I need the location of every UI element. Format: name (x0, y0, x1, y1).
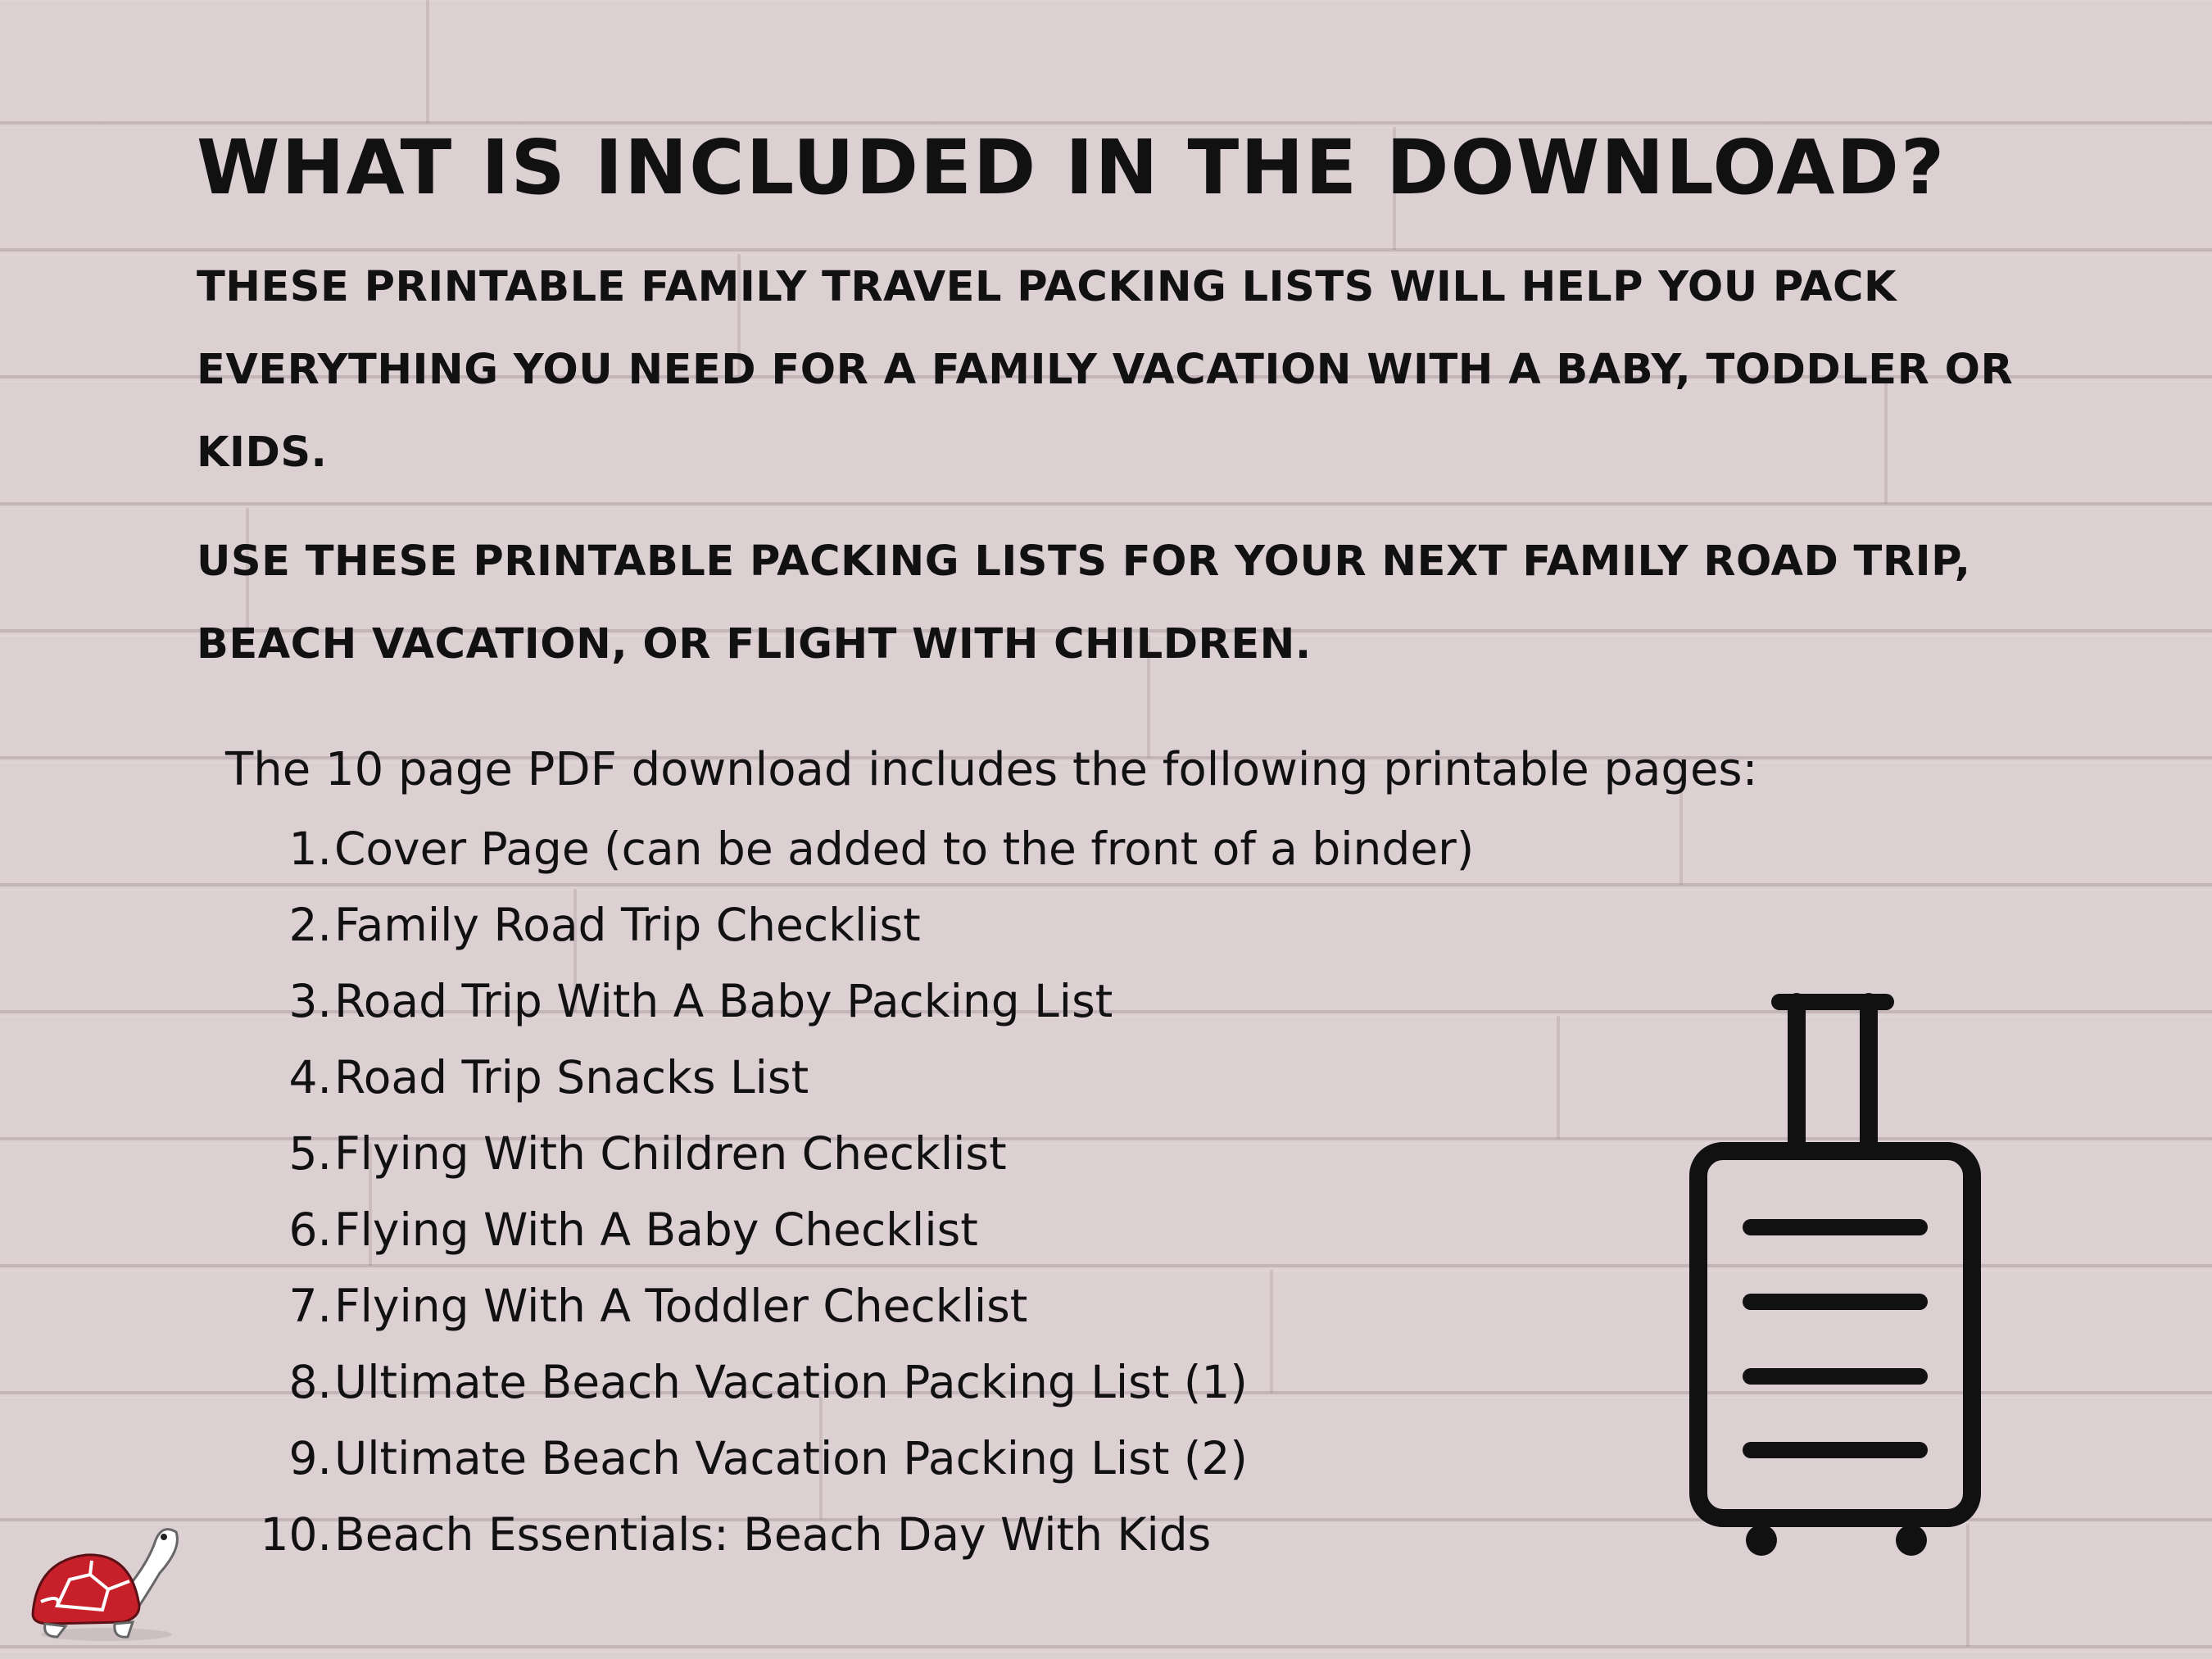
list-item-number: 5. (288, 1127, 332, 1180)
list-item-number: 6. (288, 1203, 332, 1256)
list-item (246, 1192, 1474, 1268)
list-item (246, 1421, 1474, 1497)
list-item-text: Flying With Children Checklist (334, 1127, 1007, 1180)
list-item (246, 1040, 1474, 1116)
list-item-number: 7. (288, 1280, 332, 1332)
list-item-text: Cover Page (can be added to the front of a binder) (334, 823, 1475, 875)
description-paragraph-1: THESE PRINTABLE FAMILY TRAVEL PACKING LISTS WILL HELP YOU PACK EVERYTHING YOU NEED FOR A FAMILY VACATION WITH A BABY, TODDLER OR KIDS. (197, 263, 2014, 477)
list-item-text: Flying With A Toddler Checklist (334, 1280, 1028, 1332)
plank-seam (426, 0, 429, 123)
list-item (246, 1116, 1474, 1192)
list-item (246, 1268, 1474, 1344)
list-intro: The 10 page PDF download includes the following printable pages: (225, 743, 1758, 796)
plank-seam (1557, 1016, 1560, 1139)
description-paragraph-2: USE THESE PRINTABLE PACKING LISTS FOR YOUR NEXT FAMILY ROAD TRIP, BEACH VACATION, OR FLIGHT WITH CHILDREN. (197, 537, 1971, 669)
list-item (246, 811, 1474, 887)
list-item-number: 9. (288, 1432, 332, 1484)
list-item-text: Beach Essentials: Beach Day With Kids (334, 1508, 1212, 1561)
list-item (246, 1497, 1474, 1573)
list-item-number: 1. (288, 823, 332, 875)
list-item (246, 1344, 1474, 1421)
list-item-text: Flying With A Baby Checklist (334, 1203, 978, 1256)
main-content (197, 123, 2081, 686)
suitcase-icon (1679, 983, 1991, 1557)
page-title: WHAT IS INCLUDED IN THE DOWNLOAD? (197, 124, 1947, 211)
list-item-number: 2. (288, 899, 332, 951)
list-item-number: 8. (288, 1356, 332, 1408)
list-item-text: Ultimate Beach Vacation Packing List (2) (334, 1432, 1248, 1484)
list-item (246, 887, 1474, 963)
list-item-number: 4. (288, 1051, 332, 1104)
list-item-number: 10. (260, 1508, 332, 1561)
list-item-number: 3. (288, 975, 332, 1027)
pages-list (246, 811, 1474, 1573)
list-item (246, 963, 1474, 1040)
list-item-text: Ultimate Beach Vacation Packing List (1) (334, 1356, 1248, 1408)
list-item-text: Road Trip Snacks List (334, 1051, 809, 1104)
list-item-text: Family Road Trip Checklist (334, 899, 921, 951)
list-item-text: Road Trip With A Baby Packing List (334, 975, 1113, 1027)
turtle-logo (25, 1516, 180, 1647)
